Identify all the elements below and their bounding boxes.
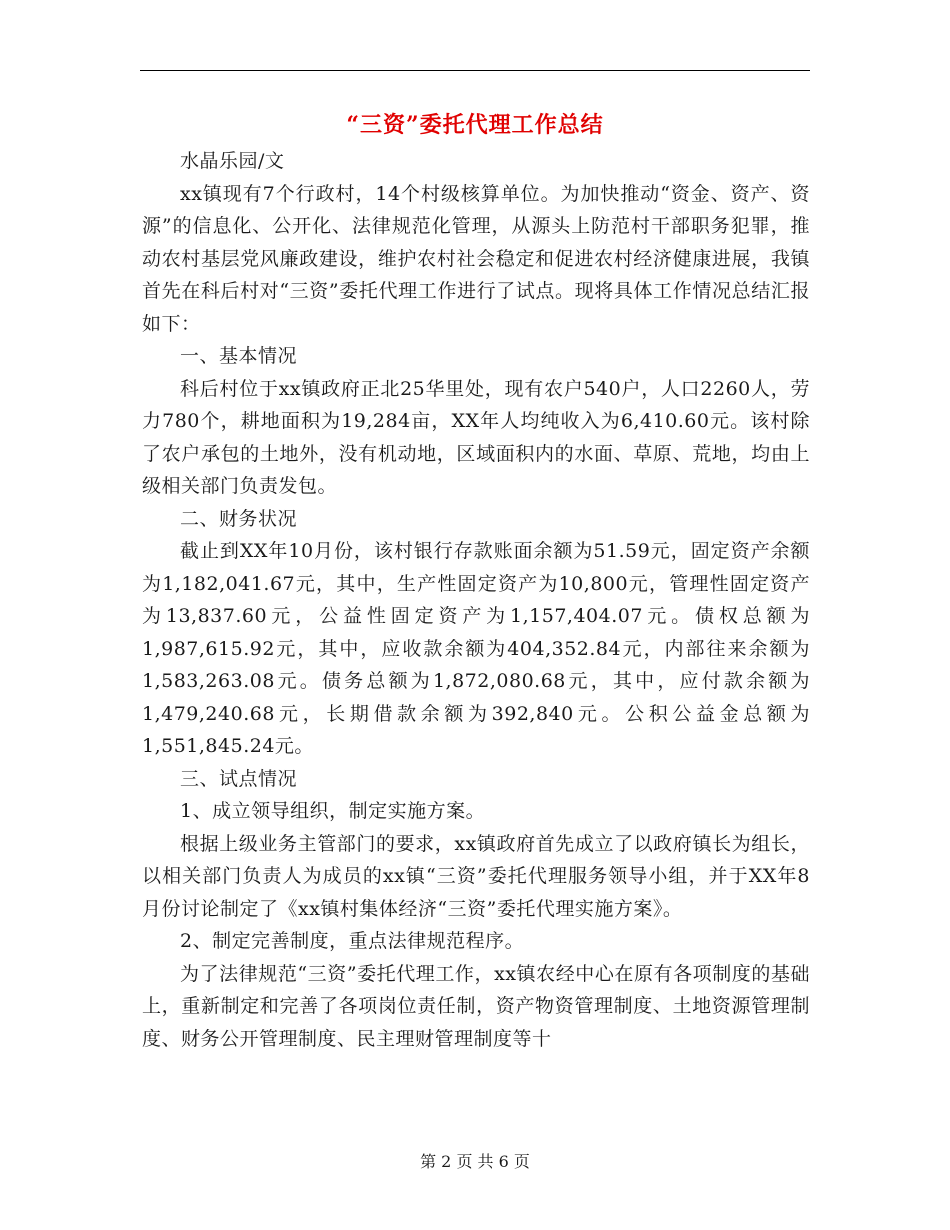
document-title: “三资”委托代理工作总结 bbox=[346, 112, 604, 138]
subheading-1: 1、成立领导组织，制定实施方案。 bbox=[180, 800, 486, 822]
subheading-2: 2、制定完善制度，重点法律规范程序。 bbox=[180, 930, 525, 952]
document-body bbox=[142, 145, 810, 1055]
page-number-label: 第 2 页 共 6 页 bbox=[420, 1152, 530, 1171]
paragraph-basic: 科后村位于xx镇政府正北25华里处，现有农户540户，人口2260人，劳力780个，耕地面积为19,284亩，XX年人均纯收入为6,410.60元。该村除了农户承包的土地外，没有机动地，区域面积内的水面、草原、荒地，均由上级相关部门负责发包。 bbox=[142, 377, 810, 497]
paragraph-intro: xx镇现有7个行政村，14个村级核算单位。为加快推动“资金、资产、资源”的信息化、公开化、法律规范化管理，从源头上防范村干部职务犯罪，推动农村基层党风廉政建设，维护农村社会稳定和促进农村经济健康进展，我镇首先在科后村对“三资”委托代理工作进行了试点。现将具体工作情况总结汇报如下： bbox=[142, 182, 810, 335]
paragraph-finance: 截止到XX年10月份，该村银行存款账面余额为51.59元，固定资产余额为1,182,041.67元，其中，生产性固定资产为10,800元，管理性固定资产为13,837.60元，公益性固定资产为1,157,404.07元。债权总额为1,987,615.92元，其中，应收款余额为404,352.84元，内部往来余额为1,583,263.08元。债务总额为1,872,080.68元，其中，应付款余额为1,479,240.68元，长期借款余额为392,840元。公积公益金总额为1,551,845.24元。 bbox=[142, 540, 810, 757]
header-rule bbox=[140, 70, 810, 71]
paragraph-pilot-1: 根据上级业务主管部门的要求，xx镇政府首先成立了以政府镇长为组长，以相关部门负责人为成员的xx镇“三资”委托代理服务领导小组，并于XX年8月份讨论制定了《xx镇村集体经济“三资”委托代理实施方案》。 bbox=[142, 832, 810, 920]
section-heading-finance: 二、财务状况 bbox=[180, 507, 298, 530]
author-line: 水晶乐园/文 bbox=[180, 150, 285, 172]
page-footer bbox=[0, 1150, 950, 1174]
section-heading-basic: 一、基本情况 bbox=[180, 345, 298, 367]
paragraph-pilot-2: 为了法律规范“三资”委托代理工作，xx镇农经中心在原有各项制度的基础上，重新制定和完善了各项岗位责任制，资产物资管理制度、土地资源管理制度、财务公开管理制度、民主理财管理制度等十 bbox=[142, 962, 810, 1050]
section-heading-pilot: 三、试点情况 bbox=[180, 767, 298, 790]
